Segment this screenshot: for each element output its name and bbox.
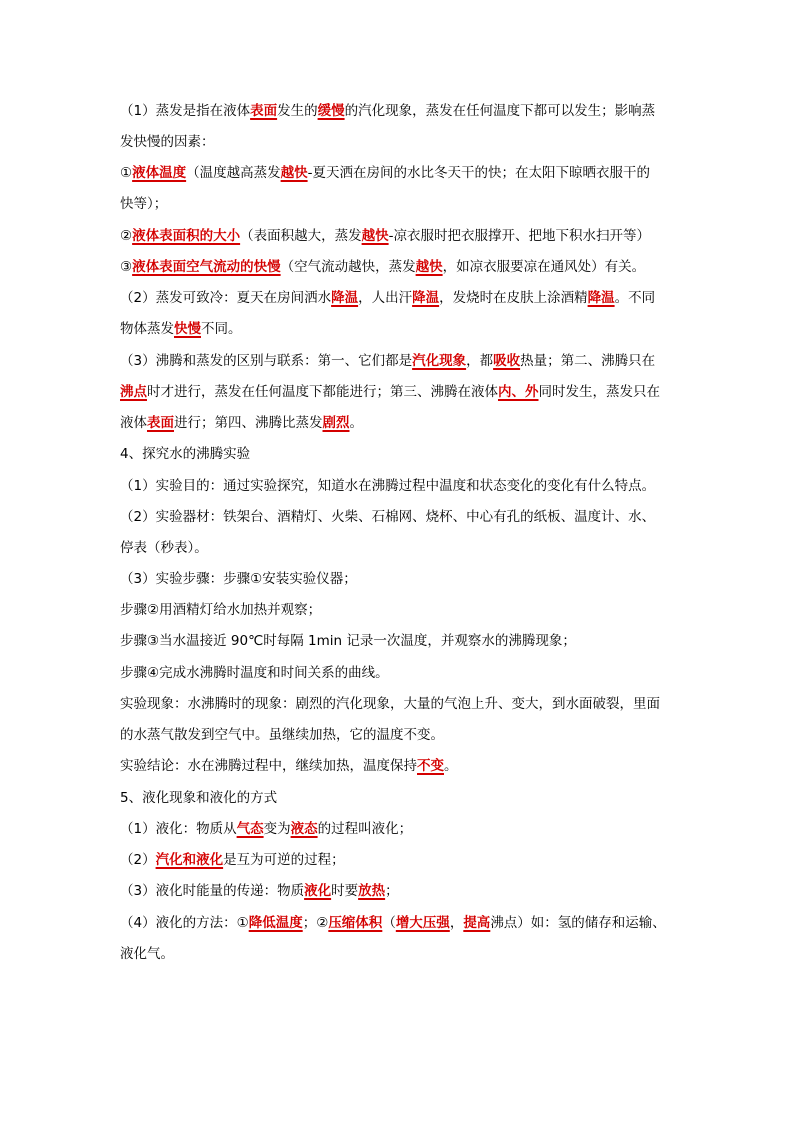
text-line — [120, 595, 680, 626]
text-run: ，都 — [466, 353, 494, 369]
text-run: ，人出汗 — [358, 290, 413, 306]
text-run: 变为 — [263, 821, 291, 837]
highlighted-term: 液化 — [304, 883, 332, 899]
text-line — [120, 189, 680, 220]
text-line — [120, 221, 680, 252]
text-run: ② — [120, 228, 133, 244]
text-run: 。不同 — [614, 290, 656, 306]
highlighted-term: 降温 — [587, 290, 615, 306]
text-line — [120, 96, 680, 127]
text-run: ， — [449, 915, 464, 931]
text-line — [120, 564, 680, 595]
highlighted-term: 表面 — [147, 415, 174, 431]
text-run: 进行；第四、沸腾比蒸发 — [174, 415, 323, 431]
highlighted-term: 放热 — [358, 883, 386, 899]
text-run: 同时发生，蒸发只在 — [538, 384, 660, 400]
highlighted-term: 不变 — [417, 758, 444, 774]
text-run: 停表（秒表）。 — [120, 540, 208, 556]
text-run: （3）实验步骤：步骤①安装实验仪器； — [120, 571, 357, 587]
highlighted-term: 降低温度 — [248, 915, 303, 931]
text-run: 的汽化现象，蒸发在任何温度下都可以发生；影响蒸 — [344, 103, 656, 119]
text-run: 是互为可逆的过程； — [223, 852, 345, 868]
text-line — [120, 439, 680, 470]
highlighted-term: 汽化现象 — [412, 353, 467, 369]
highlighted-term: 降温 — [412, 290, 440, 306]
text-run: -凉衣服时把衣服撑开、把地下积水扫开等） — [388, 228, 650, 244]
highlighted-term: 汽化和液化 — [155, 852, 224, 868]
highlighted-term: 提高 — [463, 915, 491, 931]
highlighted-term: 越快 — [415, 259, 443, 275]
highlighted-term: 表面 — [250, 103, 278, 119]
highlighted-term: 降温 — [331, 290, 359, 306]
text-line — [120, 908, 680, 939]
highlighted-term: 气态 — [236, 821, 264, 837]
text-run: 步骤④完成水沸腾时温度和时间关系的曲线。 — [120, 665, 389, 681]
text-run: （1）液化：物质从 — [120, 821, 237, 837]
text-line — [120, 471, 680, 502]
text-line — [120, 626, 680, 657]
highlighted-term: 快慢 — [174, 321, 201, 337]
highlighted-term: 液体表面空气流动的快慢 — [132, 259, 281, 275]
text-run: 物体蒸发 — [120, 321, 174, 337]
text-run: ； — [385, 883, 399, 899]
text-run: 快等）； — [120, 196, 168, 212]
text-run: （表面积越大，蒸发 — [240, 228, 362, 244]
text-line — [120, 939, 680, 970]
text-run: ；② — [302, 915, 329, 931]
highlighted-term: 越快 — [361, 228, 389, 244]
text-run: （2）实验器材：铁架台、酒精灯、火柴、石棉网、烧杯、中心有孔的纸板、温度计、水、 — [120, 509, 656, 525]
text-run: 液体 — [120, 415, 147, 431]
text-run: 不同。 — [201, 321, 242, 337]
highlighted-term: 剧烈 — [322, 415, 350, 431]
highlighted-term: 液体表面积的大小 — [132, 228, 241, 244]
text-run: 发生的 — [277, 103, 318, 119]
text-run: 。 — [349, 415, 363, 431]
text-run: 热量；第二、沸腾只在 — [520, 353, 656, 369]
text-line — [120, 127, 680, 158]
text-run: 实验现象：水沸腾时的现象：剧烈的汽化现象，大量的气泡上升、变大，到水面破裂，里面 — [120, 696, 660, 712]
text-run: 时才进行，蒸发在任何温度下都能进行；第三、沸腾在液体 — [147, 384, 498, 400]
text-run: （温度越高蒸发 — [186, 165, 281, 181]
text-run: -夏天洒在房间的水比冬天干的快；在太阳下晾晒衣服干的 — [307, 165, 650, 181]
text-run: 的过程叫液化； — [317, 821, 413, 837]
highlighted-term: 增大压强 — [395, 915, 450, 931]
text-line — [120, 751, 680, 782]
text-line — [120, 408, 680, 439]
text-run: （1）实验目的：通过实验探究，知道水在沸腾过程中温度和状态变化的变化有什么特点。 — [120, 478, 656, 494]
text-line — [120, 533, 680, 564]
text-run: （ — [382, 915, 396, 931]
text-run: ① — [120, 165, 133, 181]
highlighted-term: 内、外 — [498, 384, 539, 400]
text-line — [120, 283, 680, 314]
text-line — [120, 814, 680, 845]
text-run: 5、液化现象和液化的方式 — [120, 790, 278, 806]
text-run: 发快慢的因素： — [120, 134, 215, 150]
text-run: 实验结论：水在沸腾过程中，继续加热，温度保持 — [120, 758, 417, 774]
text-run: 。 — [444, 758, 458, 774]
text-line — [120, 720, 680, 751]
text-run: 时要 — [331, 883, 359, 899]
highlighted-term: 缓慢 — [317, 103, 345, 119]
text-line — [120, 502, 680, 533]
text-run: 步骤②用酒精灯给水加热并观察； — [120, 602, 322, 618]
highlighted-term: 沸点 — [120, 384, 147, 400]
highlighted-term: 越快 — [280, 165, 308, 181]
text-line — [120, 252, 680, 283]
text-run: （3）液化时能量的传递：物质 — [120, 883, 305, 899]
text-run: （4）液化的方法：① — [120, 915, 249, 931]
text-run: 步骤③当水温接近 90℃时每隔 1min 记录一次温度，并观察水的沸腾现象； — [120, 633, 576, 649]
text-run: ，发烧时在皮肤上涂酒精 — [439, 290, 588, 306]
text-line — [120, 158, 680, 189]
text-line — [120, 783, 680, 814]
text-line — [120, 314, 680, 345]
text-run: （2） — [120, 852, 156, 868]
text-run: （1）蒸发是指在液体 — [120, 103, 251, 119]
text-line — [120, 845, 680, 876]
text-run: ③ — [120, 259, 133, 275]
text-run: （3）沸腾和蒸发的区别与联系：第一、它们都是 — [120, 353, 413, 369]
text-line — [120, 346, 680, 377]
text-run: 4、探究水的沸腾实验 — [120, 446, 251, 462]
text-line — [120, 658, 680, 689]
text-run: （2）蒸发可致冷：夏天在房间洒水 — [120, 290, 332, 306]
text-line — [120, 377, 680, 408]
highlighted-term: 吸收 — [493, 353, 521, 369]
highlighted-term: 液体温度 — [132, 165, 187, 181]
text-run: （空气流动越快，蒸发 — [280, 259, 416, 275]
text-run: 沸点）如：氢的储存和运输、 — [490, 915, 666, 931]
text-line — [120, 876, 680, 907]
highlighted-term: 液态 — [290, 821, 318, 837]
text-line — [120, 689, 680, 720]
text-run: 液化气。 — [120, 946, 174, 962]
text-run: 的水蒸气散发到空气中。虽继续加热，它的温度不变。 — [120, 727, 444, 743]
text-run: ，如凉衣服要凉在通风处）有关。 — [442, 259, 646, 275]
highlighted-term: 压缩体积 — [328, 915, 383, 931]
